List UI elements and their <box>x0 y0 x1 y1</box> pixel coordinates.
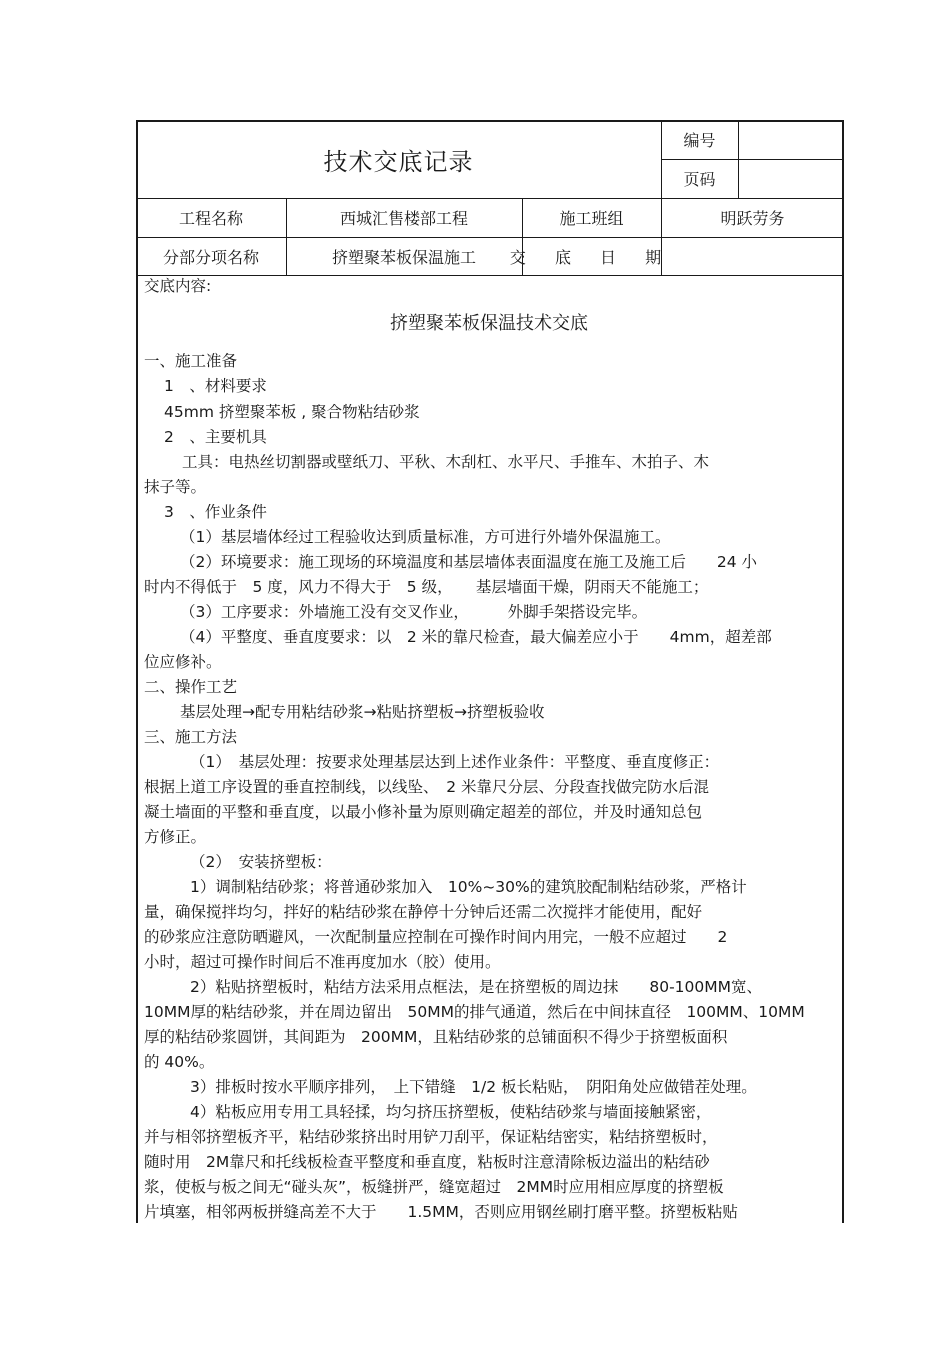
text-line: （1）基层墙体经过工程验收达到质量标准，方可进行外墙外保温施工。 <box>180 528 671 546</box>
row-divider-2 <box>136 275 844 276</box>
page-label: 页码 <box>683 170 716 189</box>
text-line: （2） 安装挤塑板： <box>190 853 332 871</box>
record-table <box>136 120 844 1223</box>
text-line: 根据上道工序设置的垂直控制线，以线坠、 2 米靠尺分层、分段查找做完防水后混 <box>144 778 710 796</box>
number-label: 编号 <box>683 131 716 150</box>
text-line: 厚的粘结砂浆圆饼，其间距为 200MM，且粘结砂浆的总铺面积不得少于挤塑板面积 <box>144 1028 728 1046</box>
project-name-value: 西城汇售楼部工程 <box>339 209 468 228</box>
text-line: （1） 基层处理：按要求处理基层达到上述作业条件：平整度、垂直度修正： <box>190 753 720 771</box>
date-label: 交 底 日 期 <box>509 247 674 267</box>
text-line: 时内不得低于 5 度，风力不得大于 5 级， 基层墙面干燥，阴雨天不能施工； <box>144 578 709 596</box>
date-value <box>661 237 844 275</box>
text-line: 的砂浆应注意防晒避风，一次配制量应控制在可操作时间内用完，一般不应超过 2 <box>144 928 728 946</box>
team-value: 明跃劳务 <box>720 209 785 228</box>
text-line: 并与相邻挤塑板齐平，粘结砂浆挤出时用铲刀刮平，保证粘结密实，粘结挤塑板时， <box>144 1128 718 1146</box>
text-line: 工具：电热丝切割器或壁纸刀、平秋、木刮杠、水平尺、手推车、木拍子、木 <box>182 453 710 471</box>
text-line: 1）调制粘结砂浆；将普通砂浆加入 10%~30%的建筑胶配制粘结砂浆，严格计 <box>190 878 747 896</box>
text-line: （4）平整度、垂直度要求：以 2 米的靠尺检查，最大偏差应小于 4mm，超差部 <box>180 628 772 646</box>
team-label: 施工班组 <box>559 209 624 228</box>
project-name-label: 工程名称 <box>178 209 243 228</box>
text-line: 3）排板时按水平顺序排列， 上下错缝 1/2 板长粘贴， 阴阳角处应做错茬处理。 <box>190 1078 757 1096</box>
text-line: 抹子等。 <box>144 478 207 496</box>
text-line: 的 40%。 <box>144 1053 215 1071</box>
text-line: 10MM厚的粘结砂浆，并在周边留出 50MM的排气通道，然后在中间抹直径 100MM、10MM <box>144 1003 805 1021</box>
text-line: 随时用 2M靠尺和托线板检查平整度和垂直度，粘板时注意清除板边溢出的粘结砂 <box>144 1153 710 1171</box>
section-heading: 二、操作工艺 <box>144 678 238 696</box>
text-line: （2）环境要求：施工现场的环境温度和基层墙体表面温度在施工及施工后 24 小 <box>180 553 758 571</box>
text-line: 基层处理→配专用粘结砂浆→粘贴挤塑板→挤塑板验收 <box>180 703 545 721</box>
text-line: （3）工序要求：外墙施工没有交叉作业， 外脚手架搭设完毕。 <box>180 603 648 621</box>
text-line: 位应修补。 <box>144 653 222 671</box>
text-line: 2）粘贴挤塑板时，粘结方法采用点框法，是在挤塑板的周边抹 80-100MM宽、 <box>190 978 763 996</box>
section-heading: 三、施工方法 <box>144 728 238 746</box>
number-field <box>738 120 844 159</box>
text-line: 方修正。 <box>144 828 207 846</box>
subsection-heading: 2 、主要机具 <box>164 428 267 446</box>
text-line: 45mm 挤塑聚苯板 , 聚合物粘结砂浆 <box>164 403 420 421</box>
content-intro: 交底内容: <box>144 277 212 295</box>
subitem-value: 挤塑聚苯板保温施工 <box>331 247 476 267</box>
briefing-title: 挤塑聚苯板保温技术交底 <box>390 313 588 334</box>
subitem-label: 分部分项名称 <box>162 247 259 267</box>
record-title: 技术交底记录 <box>323 147 474 176</box>
text-line: 浆，使板与板之间无“碰头灰”，板缝拼严，缝宽超过 2MM时应用相应厚度的挤塑板 <box>144 1178 724 1196</box>
text-line: 4）粘板应用专用工具轻揉，均匀挤压挤塑板，使粘结砂浆与墙面接触紧密， <box>190 1103 712 1121</box>
page-field <box>738 159 844 198</box>
text-line: 量，确保搅拌均匀，拌好的粘结砂浆在静停十分钟后还需二次搅拌才能使用，配好 <box>144 903 703 921</box>
text-line: 凝土墙面的平整和垂直度，以最小修补量为原则确定超差的部位，并及时通知总包 <box>144 803 703 821</box>
subsection-heading: 3 、作业条件 <box>164 503 267 521</box>
section-heading: 一、施工准备 <box>144 352 238 370</box>
subsection-heading: 1 、材料要求 <box>164 377 267 395</box>
text-line: 小时，超过可操作时间后不准再度加水（胶）使用。 <box>144 953 501 971</box>
text-line: 片填塞，相邻两板拼缝高差不大于 1.5MM，否则应用钢丝刷打磨平整。挤塑板粘贴 <box>144 1203 738 1221</box>
